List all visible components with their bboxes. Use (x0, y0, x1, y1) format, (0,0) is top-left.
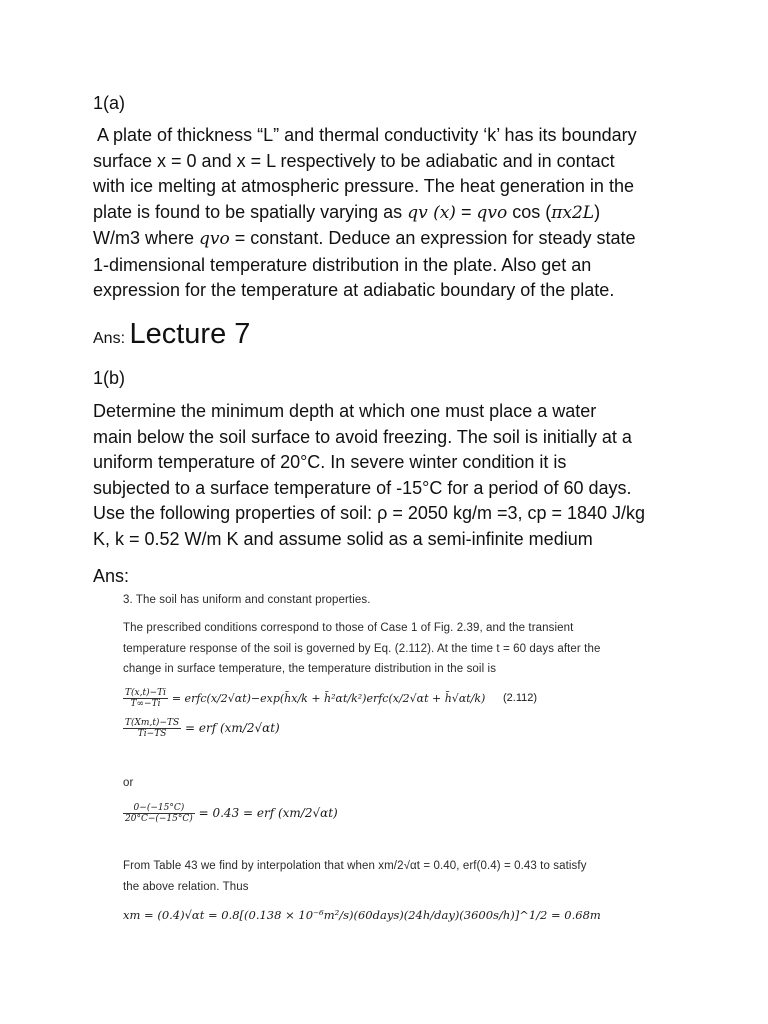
final-depth-equation: xm = (0.4)√αt = 0.8[(0.138 × 10⁻⁶m²/s)(60days)(24h/day)(3600s/h)]^1/2 = 0.68m (123, 908, 601, 922)
eq3-rhs: = 0.43 = erf (xm/2√αt) (198, 806, 338, 820)
or-text: or (123, 777, 134, 789)
solution-item-3: 3. The soil has uniform and constant properties. (123, 594, 371, 606)
q1a-math-qv: qv (x) (407, 202, 456, 223)
q1a-line-3: with ice melting at atmospheric pressure. The heat generation in the (93, 176, 634, 196)
q1b-line-2: main below the soil surface to avoid freezing. The soil is initially at a (93, 426, 632, 447)
q1a-line5-pre: W/m3 where (93, 228, 200, 248)
answer-1a (93, 318, 250, 351)
answer-label: Ans: (93, 330, 130, 347)
sol-para1-line-1: The prescribed conditions correspond to those of Case 1 of Fig. 2.39, and the transient (123, 622, 574, 634)
q1a-line4-mid: = (455, 201, 477, 222)
q1a-line4-post: ) (594, 201, 601, 222)
sol-para2-line-1: From Table 43 we find by interpolation that when xm/2√αt = 0.40, erf(0.4) = 0.43 to satisfy (123, 860, 587, 872)
q1b-line-1: Determine the minimum depth at which one must place a water (93, 401, 597, 421)
q1a-line-2: surface x = 0 and x = L respectively to be adiabatic and in contact (93, 150, 615, 171)
q1a-line-7: expression for the temperature at adiabatic boundary of the plate. (93, 280, 615, 300)
solution-paragraph-2 (123, 856, 587, 897)
sol-para1-line-2: temperature response of the soil is governed by Eq. (2.112). At the time t = 60 days after the (123, 642, 601, 655)
eq2-lhs-fraction (123, 718, 181, 739)
equation-erf (123, 718, 280, 739)
answer-1b-label: Ans: (93, 566, 130, 586)
q1a-line4-mid2: cos ( (507, 201, 552, 222)
eq1-rhs: = erfc(x/2√αt)−exp(h̄x/k + h̄²αt/k²)erfc(x/2√αt + h̄√αt/k) (171, 692, 486, 705)
q1a-line5-post: = constant. Deduce an expression for steady state (229, 228, 636, 248)
question-1b-text (93, 399, 693, 552)
eq2-lhs-den: Ti−TS (137, 729, 167, 739)
q1a-line-5 (93, 226, 693, 253)
q1a-line-4 (93, 200, 693, 227)
q1b-line-3: uniform temperature of 20°C. In severe winter condition it is (93, 452, 567, 472)
eq3-lhs-num: 0−(−15°C) (123, 803, 195, 814)
q1b-line-6: K, k = 0.52 W/m K and assume solid as a semi-infinite medium (93, 528, 593, 549)
q1a-math-pix2l: πx2L (551, 202, 595, 223)
q1a-math-qvo: qvo (476, 202, 508, 223)
solution-paragraph-1 (123, 618, 600, 680)
question-1a-heading: 1(a) (93, 93, 126, 113)
equation-2-112 (123, 688, 538, 709)
q1a-line-1: A plate of thickness “L” and thermal conductivity ‘k’ has its boundary (93, 125, 637, 145)
equation-number: (2.112) (503, 692, 538, 704)
eq3-lhs-fraction (123, 803, 195, 824)
eq1-lhs-den: T∞−Ti (130, 699, 161, 709)
question-1a-text (93, 123, 693, 304)
eq1-lhs-fraction (123, 688, 168, 709)
sol-para1-line-3: change in surface temperature, the temperature distribution in the soil is (123, 663, 497, 675)
q1a-math-qvo-2: qvo (199, 229, 230, 249)
lecture-reference: Lecture 7 (129, 318, 251, 350)
q1b-line-5: Use the following properties of soil: ρ = 2050 kg/m =3, cp = 1840 J/kg (93, 503, 646, 523)
question-1b-heading: 1(b) (93, 368, 126, 388)
q1b-line-4: subjected to a surface temperature of -15°C for a period of 60 days. (93, 477, 632, 498)
eq1-lhs-num: T(x,t)−Ti (125, 688, 167, 698)
eq2-rhs: = erf (xm/2√αt) (184, 721, 280, 735)
q1a-line4-pre: plate is found to be spatially varying as (93, 201, 408, 222)
equation-substituted (123, 803, 338, 824)
q1a-line-6: 1-dimensional temperature distribution in the plate. Also get an (93, 254, 592, 275)
sol-para2-line-2: the above relation. Thus (123, 880, 249, 893)
eq2-lhs-num: T(Xm,t)−TS (125, 718, 180, 728)
eq3-lhs-den: 20°C−(−15°C) (125, 814, 193, 824)
